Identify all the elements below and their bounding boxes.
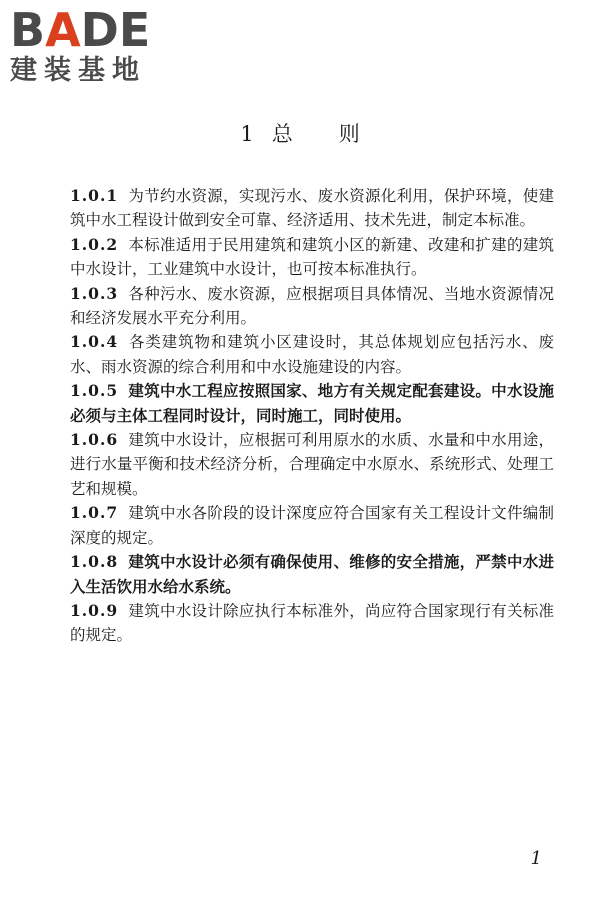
- clause-number: 1.0.2: [70, 234, 119, 254]
- clause-text: 建筑中水工程应按照国家、地方有关规定配套建设。中水设施必须与主体工程同时设计，同时施工，同时使用。: [70, 382, 554, 425]
- chapter-title-word-1: 总: [271, 122, 293, 146]
- clause-1-0-9: [70, 599, 554, 648]
- clause-text: 建筑中水设计除应执行本标准外，尚应符合国家现行有关标准的规定。: [70, 601, 554, 645]
- clause-number: 1.0.9: [70, 600, 119, 620]
- clause-number: 1.0.6: [70, 430, 119, 450]
- clause-number: 1.0.8: [70, 552, 119, 572]
- logo-subtitle: 建装基地: [10, 55, 146, 86]
- chapter-title: [0, 120, 600, 148]
- clause-1-0-1: [70, 184, 554, 233]
- clause-1-0-8: [70, 550, 554, 599]
- clause-text: 各种污水、废水资源，应根据项目具体情况、当地水资源情况和经济发展水平充分利用。: [70, 284, 554, 328]
- bade-logo: [10, 3, 180, 86]
- clause-1-0-6: [70, 428, 554, 501]
- clause-number: 1.0.3: [70, 283, 119, 303]
- clause-text: 建筑中水设计必须有确保使用、维修的安全措施，严禁中水进入生活饮用水给水系统。: [70, 553, 554, 596]
- page-number: 1: [530, 848, 542, 869]
- chapter-title-word-2: 则: [338, 122, 360, 146]
- logo-wordmark: [10, 3, 180, 57]
- clause-1-0-4: [70, 330, 554, 379]
- clause-number: 1.0.7: [70, 503, 119, 523]
- logo-letter-b: B: [10, 3, 46, 57]
- logo-letter-a: A: [45, 3, 81, 57]
- clause-text: 建筑中水各阶段的设计深度应符合国家有关工程设计文件编制深度的规定。: [70, 504, 554, 547]
- clause-list: [70, 184, 554, 648]
- logo-letters-de: DE: [80, 3, 151, 57]
- clause-text: 为节约水资源，实现污水、废水资源化利用，保护环境，使建筑中水工程设计做到安全可靠、经济适用、技术先进，制定本标准。: [70, 187, 554, 230]
- clause-number: 1.0.5: [70, 381, 119, 401]
- clause-number: 1.0.1: [70, 186, 119, 205]
- clause-text: 各类建筑物和建筑小区建设时，其总体规划应包括污水、废水、雨水资源的综合利用和中水设施建设的内容。: [70, 333, 554, 376]
- clause-number: 1.0.4: [70, 332, 119, 352]
- clause-text: 本标准适用于民用建筑和建筑小区的新建、改建和扩建的建筑中水设计，工业建筑中水设计，也可按本标准执行。: [70, 235, 554, 279]
- chapter-number: 1: [240, 122, 254, 146]
- clause-1-0-2: [70, 233, 554, 282]
- clause-1-0-7: [70, 501, 554, 550]
- clause-1-0-5: [70, 379, 554, 428]
- clause-1-0-3: [70, 282, 554, 331]
- clause-text: 建筑中水设计，应根据可利用原水的水质、水量和中水用途，进行水量平衡和技术经济分析，合理确定中水原水、系统形式、处理工艺和规模。: [70, 431, 554, 498]
